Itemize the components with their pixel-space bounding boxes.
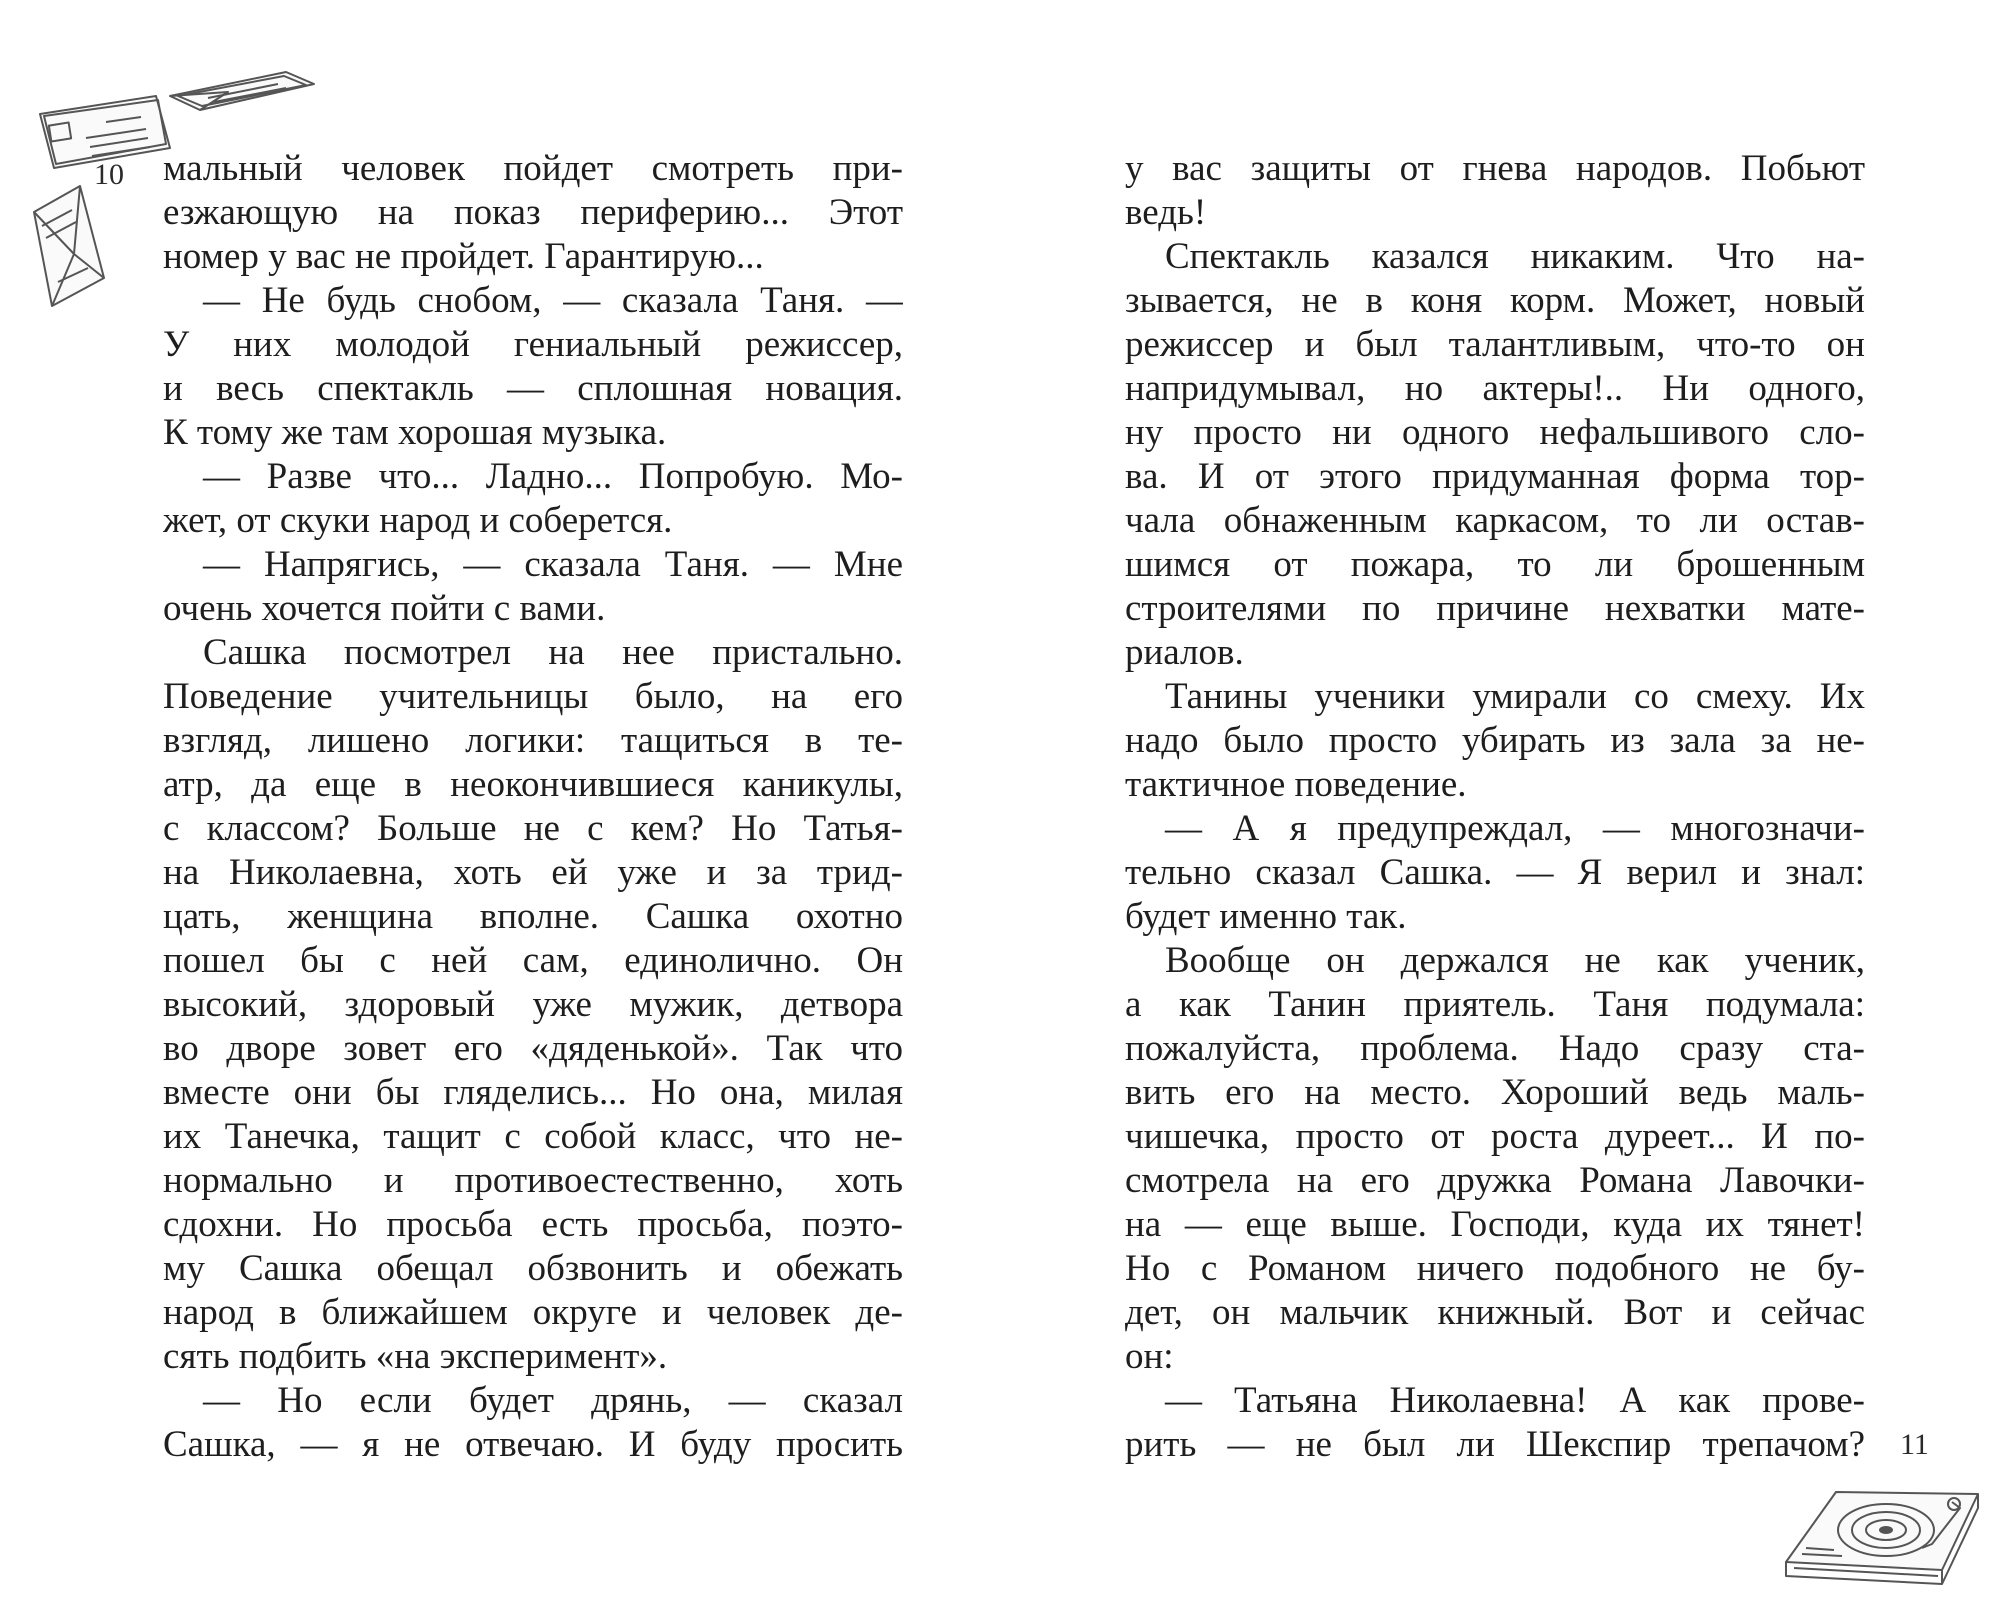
text-line: и весь спектакль — сплошная новация.: [163, 368, 903, 409]
text-line: будет именно так.: [1125, 896, 1407, 937]
text-line: а как Танин приятель. Таня подумала:: [1125, 984, 1865, 1025]
text-line: — Напрягись, — сказала Таня. — Мне: [203, 544, 903, 585]
text-line: — Татьяна Николаевна! А как прове-: [1165, 1380, 1865, 1421]
envelope-icon: [28, 182, 108, 312]
text-line: У них молодой гениальный режиссер,: [163, 324, 903, 365]
text-line: атр, да еще в неокончившиеся каникулы,: [163, 764, 903, 805]
text-line: чала обнаженным каркасом, то ли остав-: [1125, 500, 1865, 541]
text-line: номер у вас не пройдет. Гарантирую...: [163, 236, 764, 277]
text-line: режиссер и был талантливым, что-то он: [1125, 324, 1865, 365]
text-line: ну просто ни одного нефальшивого сло-: [1125, 412, 1865, 453]
text-line: зывается, не в коня корм. Может, новый: [1125, 280, 1865, 321]
text-line: — Разве что... Ладно... Попробую. Мо-: [203, 456, 903, 497]
text-line: очень хочется пойти с вами.: [163, 588, 606, 629]
text-line: Спектакль казался никаким. Что на-: [1165, 236, 1865, 277]
text-line: пошел бы с ней сам, единолично. Он: [163, 940, 903, 981]
text-line: вить его на место. Хороший ведь маль-: [1125, 1072, 1865, 1113]
text-line: высокий, здоровый уже мужик, детвора: [163, 984, 903, 1025]
text-line: мальный человек пойдет смотреть при-: [163, 148, 903, 189]
envelope-icon: [36, 92, 176, 172]
text-line: цать, женщина вполне. Сашка охотно: [163, 896, 903, 937]
text-line: — А я предупреждал, — многозначи-: [1165, 808, 1865, 849]
text-line: с классом? Больше не с кем? Но Татья-: [163, 808, 903, 849]
envelope-icon: [168, 66, 318, 116]
text-line: их Танечка, тащит с собой класс, что не-: [163, 1116, 903, 1157]
text-line: К тому же там хорошая музыка.: [163, 412, 667, 453]
record-player-icon: [1782, 1478, 1982, 1588]
text-line: сять подбить «на эксперимент».: [163, 1336, 668, 1377]
text-line: он:: [1125, 1336, 1174, 1377]
text-line: Вообще он держался не как ученик,: [1165, 940, 1865, 981]
text-line: взгляд, лишено логики: тащиться в те-: [163, 720, 903, 761]
text-line: — Не будь снобом, — сказала Таня. —: [203, 280, 903, 321]
text-line: нормально и противоестественно, хоть: [163, 1160, 903, 1201]
text-line: Сашка, — я не отвечаю. И буду просить: [163, 1424, 903, 1465]
text-line: ведь!: [1125, 192, 1207, 233]
text-line: Поведение учительницы было, на его: [163, 676, 903, 717]
text-line: тельно сказал Сашка. — Я верил и знал:: [1125, 852, 1865, 893]
text-line: народ в ближайшем округе и человек де-: [163, 1292, 903, 1333]
text-line: шимся от пожара, то ли брошенным: [1125, 544, 1865, 585]
text-line: строителями по причине нехватки мате-: [1125, 588, 1865, 629]
text-line: му Сашка обещал обзвонить и обежать: [163, 1248, 903, 1289]
text-line: — Но если будет дрянь, — сказал: [203, 1380, 903, 1421]
text-line: пожалуйста, проблема. Надо сразу ста-: [1125, 1028, 1865, 1069]
right-page-text: [1125, 147, 1865, 1467]
text-line: чишечка, просто от роста дуреет... И по-: [1125, 1116, 1865, 1157]
text-line: ва. И от этого придуманная форма тор-: [1125, 456, 1865, 497]
left-page-text: [163, 147, 903, 1467]
text-line: дет, он мальчик книжный. Вот и сейчас: [1125, 1292, 1865, 1333]
page-number-right: 11: [1900, 1428, 1929, 1461]
text-line: риалов.: [1125, 632, 1244, 673]
text-line: Танины ученики умирали со смеху. Их: [1165, 676, 1865, 717]
text-line: напридумывал, но актеры!.. Ни одного,: [1125, 368, 1865, 409]
text-line: смотрела на его дружка Романа Лавочки-: [1125, 1160, 1865, 1201]
text-line: вместе они бы гляделись... Но она, милая: [163, 1072, 903, 1113]
text-line: рить — не был ли Шекспир трепачом?: [1125, 1424, 1865, 1465]
text-line: жет, от скуки народ и соберется.: [163, 500, 673, 541]
text-line: надо было просто убирать из зала за не-: [1125, 720, 1865, 761]
text-line: тактичное поведение.: [1125, 764, 1467, 805]
page-number-left: 10: [94, 158, 124, 191]
text-line: на — еще выше. Господи, куда их тянет!: [1125, 1204, 1865, 1245]
text-line: во дворе зовет его «дяденькой». Так что: [163, 1028, 903, 1069]
text-line: сдохни. Но просьба есть просьба, поэто-: [163, 1204, 903, 1245]
text-line: езжающую на показ периферию... Этот: [163, 192, 903, 233]
text-line: Но с Романом ничего подобного не бу-: [1125, 1248, 1865, 1289]
text-line: на Николаевна, хоть ей уже и за трид-: [163, 852, 903, 893]
text-line: у вас защиты от гнева народов. Побьют: [1125, 148, 1865, 189]
text-line: Сашка посмотрел на нее пристально.: [203, 632, 903, 673]
